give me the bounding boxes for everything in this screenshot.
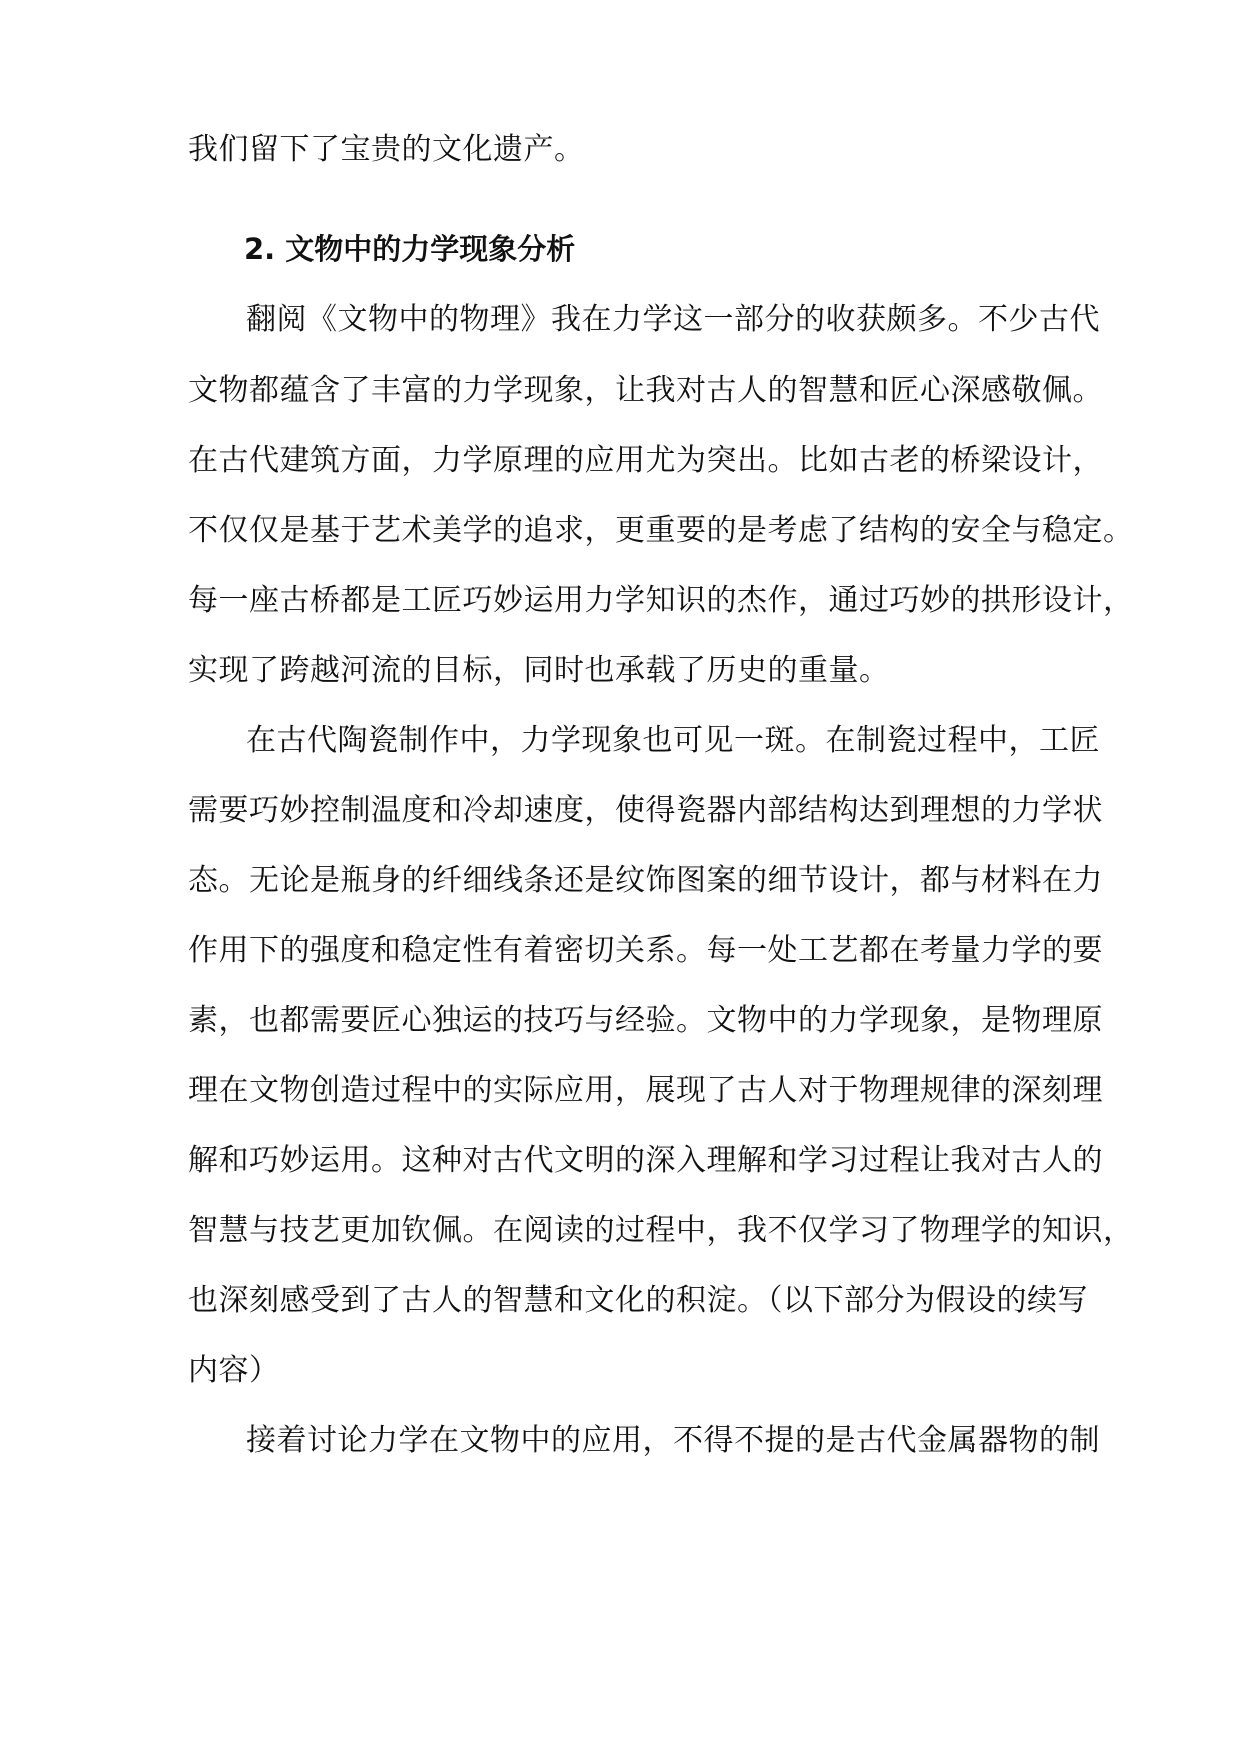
paragraph-line: 接着讨论力学在文物中的应用，不得不提的是古代金属器物的制 [246, 1423, 1100, 1458]
section-heading: 2. 文物中的力学现象分析 [244, 232, 576, 266]
paragraph-line: 理在文物创造过程中的实际应用，展现了古人对于物理规律的深刻理 [188, 1073, 1103, 1108]
paragraph-line: 智慧与技艺更加钦佩。在阅读的过程中，我不仅学习了物理学的知识， [188, 1213, 1134, 1248]
paragraph-line: 也深刻感受到了古人的智慧和文化的积淀。（以下部分为假设的续写 [188, 1283, 1088, 1318]
paragraph-line: 在古代陶瓷制作中，力学现象也可见一斑。在制瓷过程中，工匠 [246, 723, 1100, 758]
paragraph-line: 实现了跨越河流的目标，同时也承载了历史的重量。 [188, 653, 890, 688]
paragraph-line: 翻阅《文物中的物理》我在力学这一部分的收获颇多。不少古代 [246, 302, 1100, 337]
paragraph-line: 每一座古桥都是工匠巧妙运用力学知识的杰作，通过巧妙的拱形设计， [188, 583, 1134, 618]
paragraph-line: 不仅仅是基于艺术美学的追求，更重要的是考虑了结构的安全与稳定。 [188, 513, 1134, 548]
paragraph-line: 需要巧妙控制温度和冷却速度，使得瓷器内部结构达到理想的力学状 [188, 793, 1103, 828]
paragraph-line: 文物都蕴含了丰富的力学现象，让我对古人的智慧和匠心深感敬佩。 [188, 373, 1103, 408]
paragraph-line: 作用下的强度和稳定性有着密切关系。每一处工艺都在考量力学的要 [188, 933, 1103, 968]
paragraph-line: 在古代建筑方面，力学原理的应用尤为突出。比如古老的桥梁设计， [188, 443, 1103, 478]
paragraph-line: 态。无论是瓶身的纤细线条还是纹饰图案的细节设计，都与材料在力 [188, 863, 1103, 898]
continuation-line: 我们留下了宝贵的文化遗产。 [188, 132, 585, 167]
paragraph-line: 素，也都需要匠心独运的技巧与经验。文物中的力学现象，是物理原 [188, 1003, 1103, 1038]
paragraph-line: 内容） [188, 1353, 280, 1388]
paragraph-line: 解和巧妙运用。这种对古代文明的深入理解和学习过程让我对古人的 [188, 1143, 1103, 1178]
